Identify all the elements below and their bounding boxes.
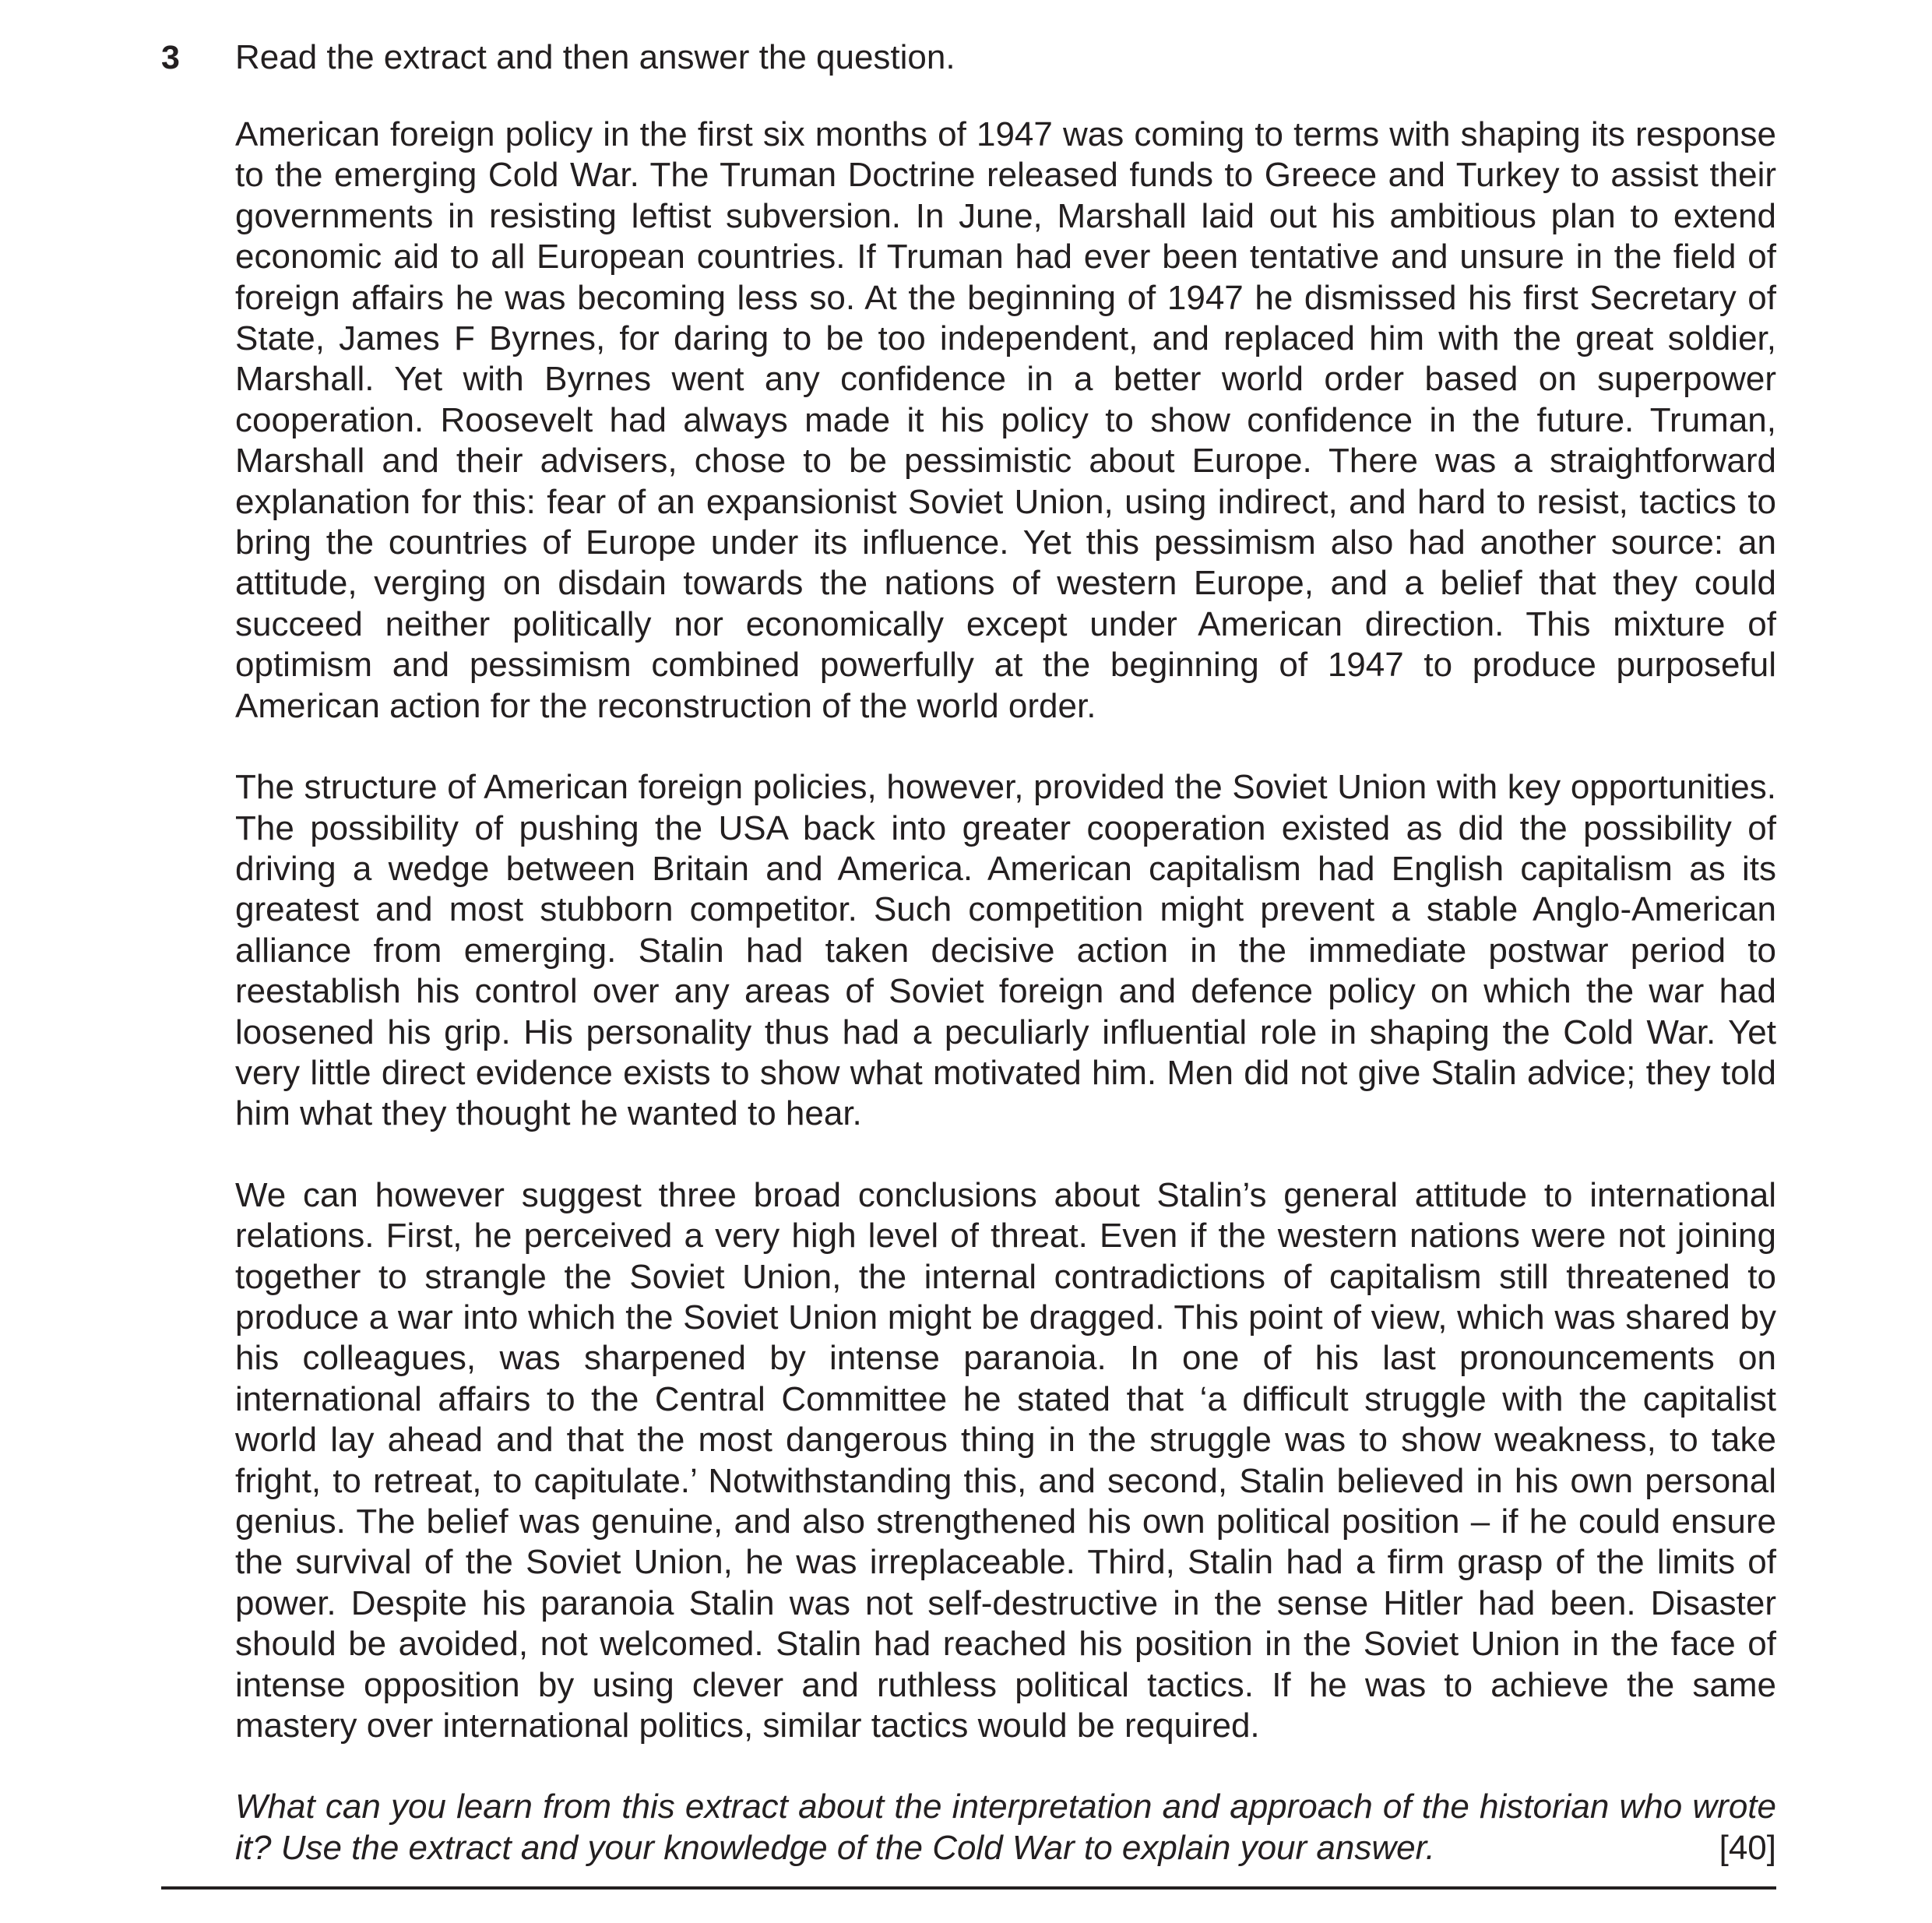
question-prompt-text: What can you learn from this extract about the interpretation and approach of the historian who wrote it? Use the extract and your knowledge of the Cold War to explain your answer. <box>235 1787 1776 1867</box>
question-instruction: Read the extract and then answer the question. <box>235 38 955 76</box>
bottom-divider <box>161 1886 1776 1890</box>
extract-paragraph-3: We can however suggest three broad conclusions about Stalin’s general attitude to international relations. First, he perceived a very high level of threat. Even if the western nations were not joining together to strangle the Soviet Union, the internal contradictions of capitalism still threatened to produce a war into which the Soviet Union might be dragged. This point of view, which was shared by his colleagues, was sharpened by intense paranoia. In one of his last pronouncements on international affairs to the Central Committee he stated that ‘a difficult struggle with the capitalist world lay ahead and that the most dangerous thing in the struggle was to show weakness, to take fright, to retreat, to capitulate.’ Notwithstanding this, and second, Stalin believed in his own personal genius. The belief was genuine, and also strengthened his own political position – if he could ensure the survival of the Soviet Union, he was irreplaceable. Third, Stalin had a firm grasp of the limits of power. Despite his paranoia Stalin was not self-destructive in the sense Hitler had been. Disaster should be avoided, not welcomed. Stalin had reached his position in the Soviet Union in the face of intense opposition by using clever and ruthless political tactics. If he was to achieve the same mastery over international politics, similar tactics would be required. <box>235 1175 1776 1745</box>
question-marks: [40] <box>1704 1828 1776 1868</box>
extract-paragraph-1: American foreign policy in the first six months of 1947 was coming to terms with shaping its response to the emerging Cold War. The Truman Doctrine released funds to Greece and Turkey to assist their governments in resisting leftist subversion. In June, Marshall laid out his ambitious plan to extend economic aid to all European countries. If Truman had ever been tentative and unsure in the field of foreign affairs he was becoming less so. At the beginning of 1947 he dismissed his first Secretary of State, James F Byrnes, for daring to be too independent, and replaced him with the great soldier, Marshall. Yet with Byrnes went any confidence in a better world order based on superpower cooperation. Roosevelt had always made it his policy to show confidence in the future. Truman, Marshall and their advisers, chose to be pessimistic about Europe. There was a straightforward explanation for this: fear of an expansionist Soviet Union, using indirect, and hard to resist, tactics to bring the countries of Europe under its influence. Yet this pessimism also had another source: an attitude, verging on disdain towards the nations of western Europe, and a belief that they could succeed neither politically nor economically except under American direction. This mixture of optimism and pessimism combined powerfully at the beginning of 1947 to produce purposeful American action for the reconstruction of the world order. <box>235 115 1776 725</box>
question-number: 3 <box>161 39 180 76</box>
extract-paragraph-2: The structure of American foreign policies, however, provided the Soviet Union with key opportunities. The possibility of pushing the USA back into greater cooperation existed as did the possibility of driving a wedge between Britain and America. American capitalism had English capitalism as its greatest and most stubborn competitor. Such competition might prevent a stable Anglo-American alliance from emerging. Stalin had taken decisive action in the immediate postwar period to reestablish his control over any areas of Soviet foreign and defence policy on which the war had loosened his grip. His personality thus had a peculiarly influential role in shaping the Cold War. Yet very little direct evidence exists to show what motivated him. Men did not give Stalin advice; they told him what they thought he wanted to hear. <box>235 768 1776 1133</box>
question-content <box>235 34 1776 1868</box>
question-prompt <box>235 1787 1776 1868</box>
